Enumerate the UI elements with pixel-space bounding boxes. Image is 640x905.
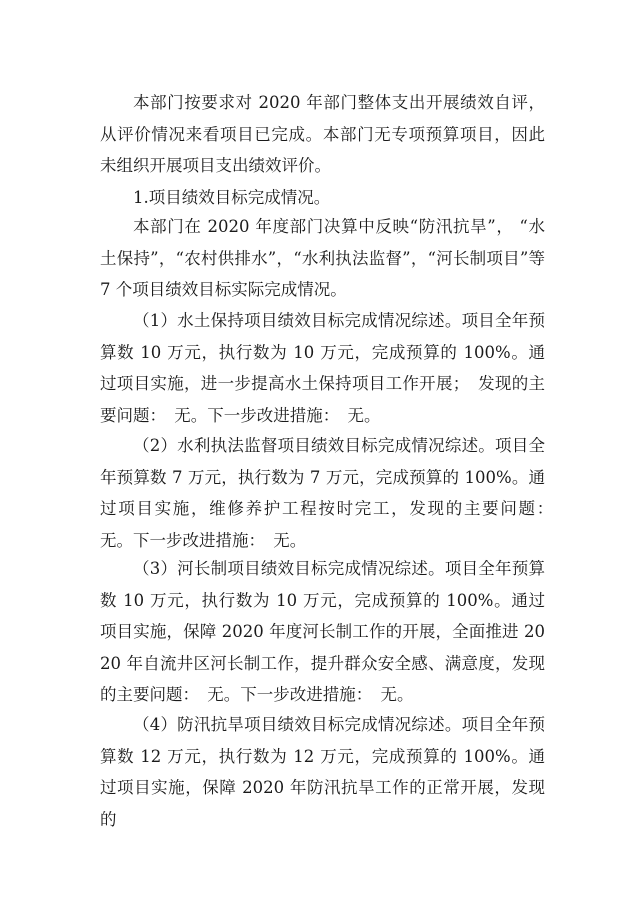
summary-paragraph: 本部门在 2020 年度部门决算中反映“防汛抗旱”， “水土保持”，“农村供排水”，“水利执法监督”，“河长制项目”等 7 个项目绩效目标实际完成情况。: [100, 217, 545, 299]
item-4-paragraph: （4）防汛抗旱项目绩效目标完成情况综述。项目全年预算数 12 万元，执行数为 12 万元，完成预算的 100%。通过项目实施，保障 2020 年防汛抗旱工作的正常开展，发现的: [100, 715, 545, 829]
item-2-paragraph: （2）水利执法监督项目绩效目标完成情况综述。项目全年预算数 7 万元，执行数为 7 万元，完成预算的 100%。通过项目实施，维修养护工程按时完工，发现的主要问题： 无。下一步改进措施： 无。: [100, 436, 562, 550]
item-3-paragraph: （3）河长制项目绩效目标完成情况综述。项目全年预算数 10 万元，执行数为 10 万元，完成预算的 100%。通过项目实施，保障 2020 年度河长制工作的开展，全面推进 2020 年自流井区河长制工作，提升群众安全感、满意度，发现的主要问题： 无。下一步改进措施： 无。: [100, 559, 545, 704]
intro-paragraph: 本部门按要求对 2020 年部门整体支出开展绩效自评，从评价情况来看项目已完成。本部门无专项预算项目，因此未组织开展项目支出绩效评价。: [100, 93, 545, 175]
section-heading: 1.项目绩效目标完成情况。: [133, 188, 331, 207]
item-1-paragraph: （1）水土保持项目绩效目标完成情况综述。项目全年预算数 10 万元，执行数为 10 万元，完成预算的 100%。通过项目实施，进一步提高水土保持项目工作开展； 发现的主要问题： 无。下一步改进措施： 无。: [100, 311, 545, 425]
